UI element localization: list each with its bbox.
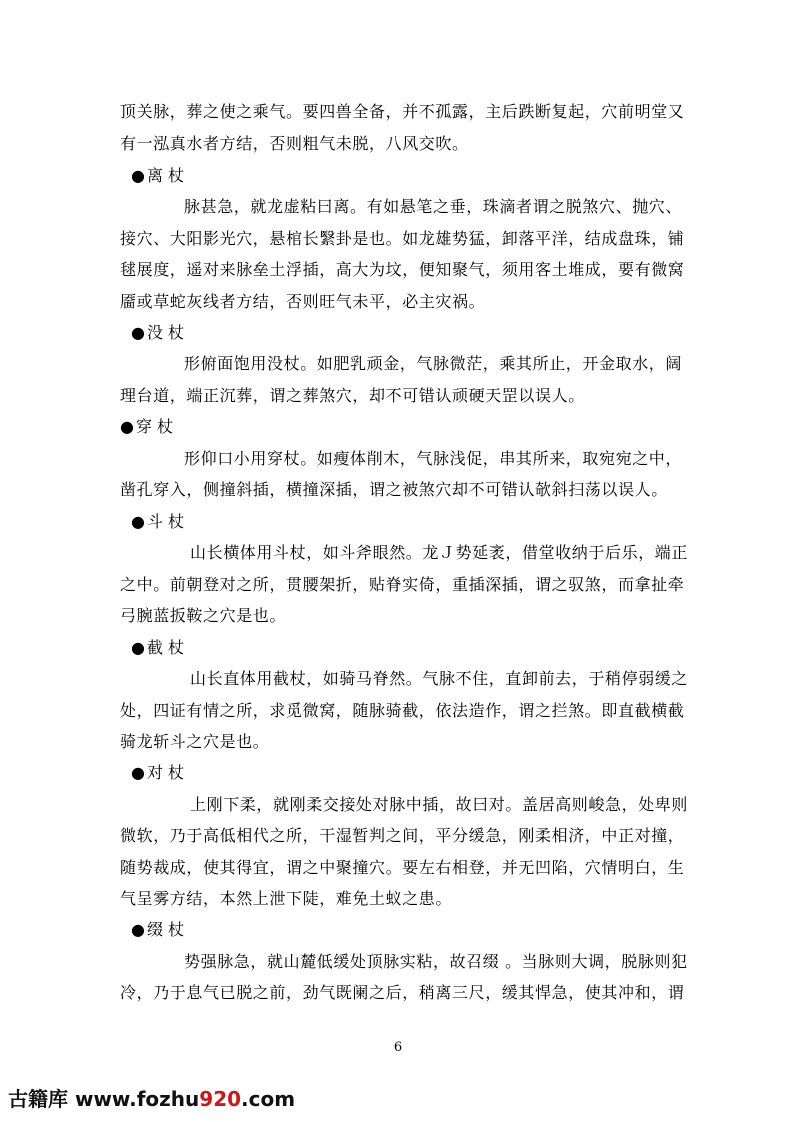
section-title: 离 杖 bbox=[146, 166, 185, 185]
section-title: 缀 杖 bbox=[146, 920, 185, 939]
paragraph-line: 处，四证有情之所，求觅微窝，随脉骑截，依法造作，谓之拦煞。即直截横截 bbox=[120, 701, 685, 720]
paragraph-line: 微软，乃于高低相代之所，干湿暂判之间，平分缓急，刚柔相济，中正对撞， bbox=[120, 826, 685, 845]
paragraph-line: 之中。前朝登对之所，贯腰架折，贴脊实倚，重插深插，谓之驭煞，而拿扯牵 bbox=[120, 575, 685, 594]
bullet-icon: ● bbox=[131, 638, 145, 657]
paragraph-line: 冷，乃于息气已脱之前，劲气既阑之后，稍离三尺，缓其悍急，使其冲和，谓 bbox=[120, 983, 685, 1002]
watermark-url-prefix: www.fozhu bbox=[68, 1087, 200, 1111]
paragraph-line: 形仰口小用穿杖。如瘦体削木，气脉浅促，串其所来，取宛宛之中， bbox=[184, 449, 683, 468]
paragraph-line: 顶关脉，葬之使之乘气。要四兽全备，并不孤露，主后跌断复起，穴前明堂又 bbox=[120, 102, 685, 121]
paragraph-line: 形俯面饱用没杖。如肥乳顽金，气脉微茫，乘其所止，开金取水，阔 bbox=[184, 354, 683, 373]
section-title: 没 杖 bbox=[146, 323, 185, 342]
paragraph-line: 凿孔穿入，侧撞斜插，横撞深插，谓之被煞穴却不可错认欹斜扫荡以误人。 bbox=[120, 480, 668, 499]
section-heading bbox=[131, 920, 184, 940]
bullet-icon: ● bbox=[131, 512, 145, 531]
paragraph-line: 脉甚急，就龙虚粘曰离。有如悬笔之垂，珠滴者谓之脱煞穴、抛穴、 bbox=[184, 197, 683, 216]
bullet-icon: ● bbox=[120, 417, 134, 436]
section-heading bbox=[131, 166, 184, 186]
watermark-site-name: 古籍库 bbox=[8, 1087, 68, 1111]
section-heading bbox=[131, 638, 184, 658]
paragraph-line: 山长直体用截杖，如骑马脊然。气脉不住，直卸前去，于稍停弱缓之 bbox=[190, 669, 689, 688]
site-watermark bbox=[8, 1086, 295, 1112]
paragraph-line: 气呈雾方结，本然上泄下陡，难免土蚁之患。 bbox=[120, 889, 453, 908]
watermark-url-number: 920 bbox=[199, 1087, 242, 1111]
watermark-url-suffix: .com bbox=[241, 1087, 296, 1111]
section-heading bbox=[131, 323, 184, 343]
paragraph-line: 接穴、大阳影光穴，悬棺长繄卦是也。如龙雄势猛，卸落平洋，结成盘珠，铺 bbox=[120, 229, 685, 248]
paragraph-line: 山长横体用斗杖，如斗斧眼然。龙Ｊ势延袤，借堂收纳于后乐，端正 bbox=[190, 543, 689, 562]
bullet-icon: ● bbox=[131, 323, 145, 342]
section-heading bbox=[120, 417, 173, 437]
paragraph-line: 势强脉急，就山麓低缓处顶脉实粘，故召缀 。当脉则大调，脱脉则犯 bbox=[184, 952, 688, 971]
page-number: 6 bbox=[393, 1040, 403, 1055]
section-title: 对 杖 bbox=[146, 763, 185, 782]
section-title: 截 杖 bbox=[146, 638, 185, 657]
bullet-icon: ● bbox=[131, 763, 145, 782]
paragraph-line: 骑龙斩斗之穴是也。 bbox=[120, 732, 270, 751]
paragraph-line: 毬展度，遥对来脉垒土浮插，高大为坟，便知聚气，须用客土堆成，要有微窝 bbox=[120, 260, 685, 279]
paragraph-line: 随势裁成，使其得宜，谓之中聚撞穴。要左右相登，并无凹陷，穴情明白，生 bbox=[120, 858, 685, 877]
section-heading bbox=[131, 763, 184, 783]
paragraph-line: 靥或草蛇灰线者方结，否则旺气未平，必主灾祸。 bbox=[120, 292, 486, 311]
bullet-icon: ● bbox=[131, 166, 145, 185]
section-heading bbox=[131, 512, 184, 532]
section-title: 穿 杖 bbox=[135, 417, 174, 436]
section-title: 斗 杖 bbox=[146, 512, 185, 531]
paragraph-line: 有一泓真水者方结，否则粗气未脱，八风交吹。 bbox=[120, 134, 469, 153]
paragraph-line: 上刚下柔，就刚柔交接处对脉中插，故曰对。盖居高则峻急，处卑则 bbox=[190, 795, 689, 814]
paragraph-line: 理台道，端正沉葬，谓之葬煞穴，却不可错认顽硬天罡以误人。 bbox=[120, 386, 585, 405]
paragraph-line: 弓腕蓝扳鞍之穴是也。 bbox=[120, 606, 287, 625]
bullet-icon: ● bbox=[131, 920, 145, 939]
